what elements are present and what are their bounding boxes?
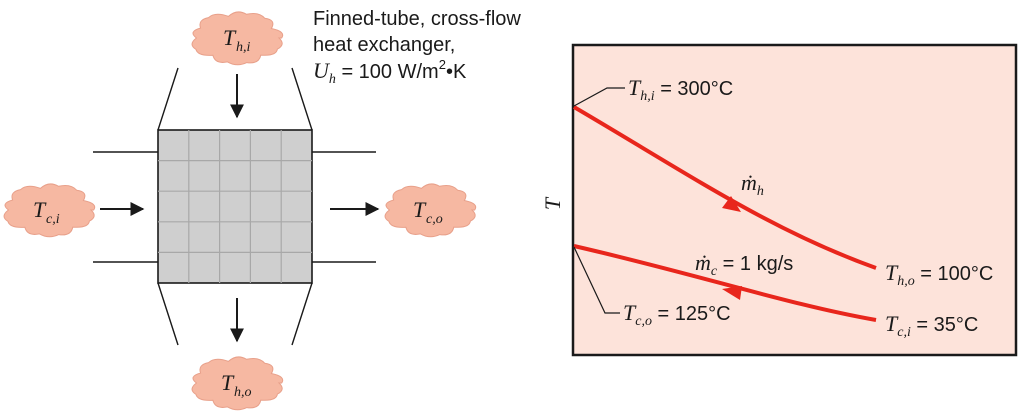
bubble-cold-inlet xyxy=(4,184,95,237)
cold-inlet-value: = 35°C xyxy=(910,314,979,336)
bubble-cold-outlet-symbol: T xyxy=(413,197,426,222)
cold-outlet-sub: c,o xyxy=(635,314,652,329)
cold-flow-sub: c xyxy=(710,264,718,279)
cold-flow-symbol: ṁ xyxy=(695,250,711,275)
bubble-cold-outlet xyxy=(385,184,476,237)
hot-inlet-value: = 300°C xyxy=(654,78,734,100)
cold-inlet-symbol: T xyxy=(885,311,898,336)
bubble-hot-inlet-symbol: T xyxy=(223,25,236,50)
hot-outlet-sub: h,o xyxy=(897,274,915,289)
cold-flow-label xyxy=(695,250,793,279)
hot-outlet-value: = 100°C xyxy=(914,263,994,285)
description-line-2: heat exchanger, xyxy=(313,34,456,56)
description-line-3 xyxy=(313,57,467,87)
plot-axis-label: T xyxy=(540,197,565,211)
cold-outlet-value: = 125°C xyxy=(651,303,731,325)
bubble-hot-outlet xyxy=(192,357,283,410)
hot-flow-sub: h xyxy=(756,184,764,199)
hot-inlet-sub: h,i xyxy=(640,89,655,104)
description-line-1: Finned-tube, cross-flow xyxy=(313,8,521,30)
bubble-hot-inlet xyxy=(192,12,283,65)
u-symbol: U xyxy=(313,58,329,83)
cold-flow-value: = 1 kg/s xyxy=(717,253,794,275)
bubble-hot-outlet-sub: h,o xyxy=(234,385,252,400)
cold-inlet-sub: c,i xyxy=(897,325,911,340)
bubble-cold-outlet-sub: c,o xyxy=(426,212,443,227)
bubble-hot-inlet-sub: h,i xyxy=(236,40,251,55)
temperature-plot xyxy=(540,45,1016,355)
u-unit: •K xyxy=(445,61,467,83)
hot-inlet-symbol: T xyxy=(628,75,641,100)
hot-outlet-symbol: T xyxy=(885,260,898,285)
bubble-cold-inlet-symbol: T xyxy=(33,197,46,222)
u-exponent: 2 xyxy=(438,57,446,72)
bubble-cold-inlet-sub: c,i xyxy=(46,212,60,227)
bubble-hot-outlet-symbol: T xyxy=(221,370,234,395)
u-subscript: h xyxy=(328,72,336,87)
exchanger-core xyxy=(158,130,312,283)
exchanger-description xyxy=(313,8,521,87)
exchanger-schematic xyxy=(4,8,521,410)
u-value: = 100 W/m xyxy=(335,61,439,83)
cold-outlet-symbol: T xyxy=(623,300,636,325)
hot-flow-symbol: ṁ xyxy=(741,170,757,195)
